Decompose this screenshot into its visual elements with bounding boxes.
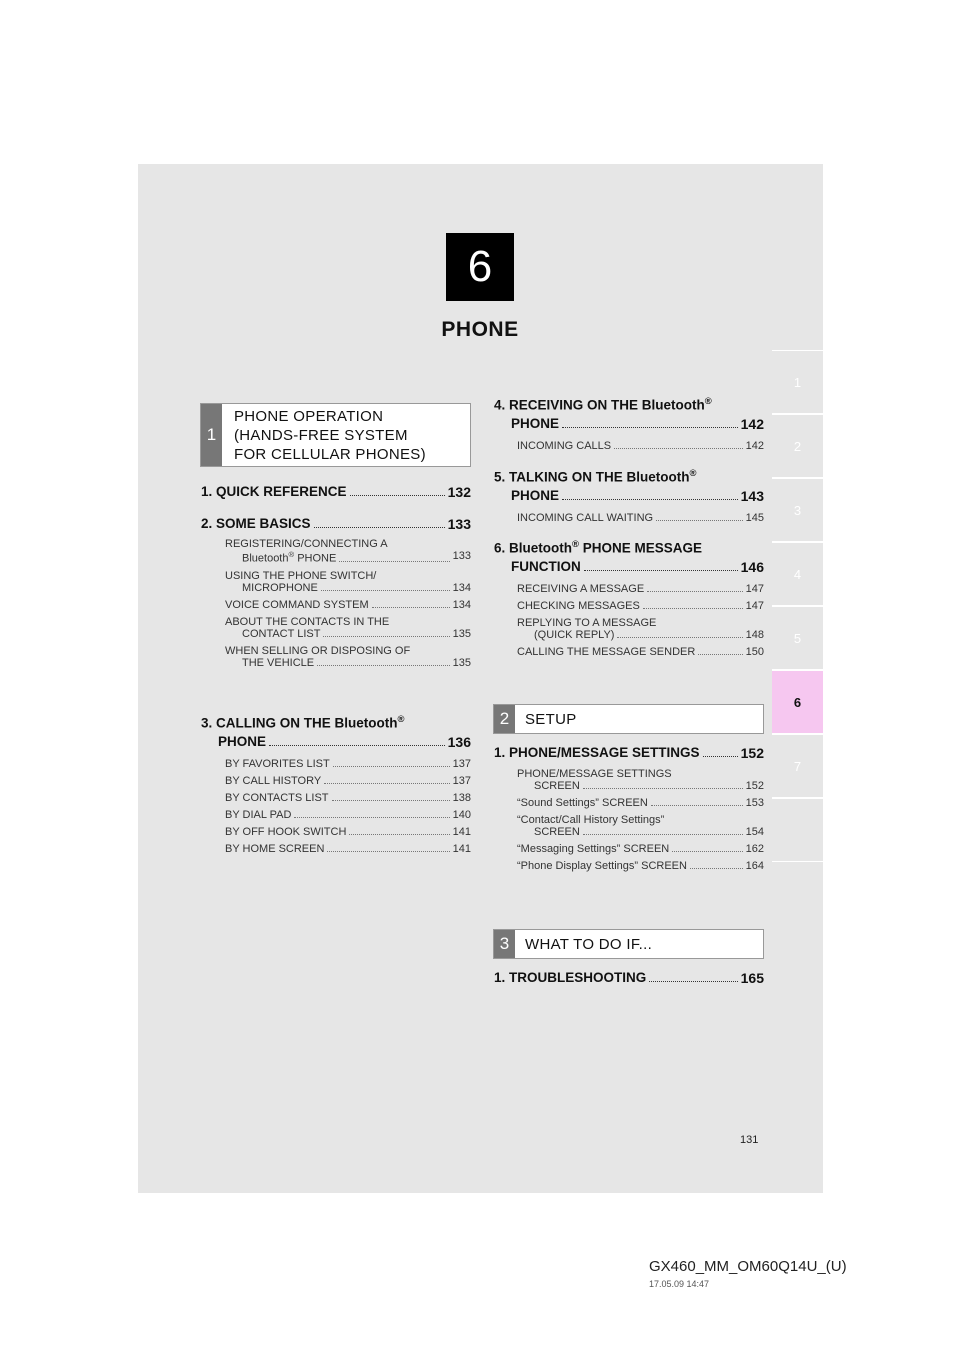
- section-title: WHAT TO DO IF...: [525, 935, 653, 953]
- registered-mark: ®: [689, 468, 697, 479]
- sub-label: VOICE COMMAND SYSTEM: [225, 598, 369, 611]
- leader-dots: [317, 657, 450, 666]
- sub-entry[interactable]: [225, 645, 471, 669]
- entry-label: PHONE: [218, 733, 267, 749]
- leader-dots: [339, 550, 449, 562]
- sub-label: PHONE/MESSAGE SETTINGS: [517, 768, 672, 780]
- sub-entry[interactable]: [517, 617, 764, 641]
- sub-entry[interactable]: [517, 860, 764, 872]
- section-header-1: [200, 403, 471, 467]
- section-title-line: FOR CELLULAR PHONES): [234, 445, 426, 463]
- sub-entry[interactable]: [225, 599, 471, 611]
- tab-7[interactable]: 7: [772, 734, 823, 798]
- toc-entry-troubleshooting[interactable]: [494, 970, 764, 986]
- sub-label: BY FAVORITES LIST: [225, 758, 330, 770]
- sub-label: BY DIAL PAD: [225, 809, 292, 821]
- sub-entry[interactable]: [225, 843, 471, 855]
- leader-dots: [649, 970, 737, 982]
- tab-6[interactable]: 6: [772, 670, 823, 734]
- sub-entry[interactable]: [225, 792, 471, 804]
- toc-entry-quick-reference[interactable]: [201, 484, 471, 500]
- sub-page: 134: [452, 598, 471, 611]
- tab-1[interactable]: 1: [772, 350, 823, 414]
- entry-label: 1. PHONE/MESSAGE SETTINGS: [494, 745, 700, 760]
- leader-dots: [698, 646, 742, 655]
- sub-label: “Contact/Call History Settings”: [517, 814, 665, 826]
- sub-page: 152: [745, 780, 764, 792]
- section-title: SETUP: [525, 710, 577, 728]
- chapter-tabs: [772, 350, 823, 862]
- page-number: 131: [740, 1134, 759, 1146]
- leader-dots: [269, 734, 445, 746]
- section-header-2: [493, 704, 764, 734]
- sub-label: “Phone Display Settings” SCREEN: [517, 860, 687, 872]
- leader-dots: [332, 792, 450, 801]
- sub-label: BY CALL HISTORY: [225, 775, 322, 787]
- leader-dots: [350, 484, 445, 496]
- leader-dots: [562, 488, 738, 500]
- sub-label: SCREEN: [534, 826, 580, 838]
- sub-page: 134: [452, 581, 471, 594]
- registered-mark: ®: [397, 714, 405, 725]
- sub-page: 138: [452, 792, 471, 804]
- sub-entry[interactable]: [225, 775, 471, 787]
- entry-label: 1. TROUBLESHOOTING: [494, 970, 647, 985]
- sub-entry[interactable]: [517, 440, 764, 452]
- tab-5[interactable]: 5: [772, 606, 823, 670]
- sub-label: “Sound Settings” SCREEN: [517, 797, 648, 809]
- leader-dots: [583, 826, 743, 835]
- sub-page: 164: [745, 860, 764, 872]
- sub-label: THE VEHICLE: [242, 656, 315, 669]
- leader-dots: [617, 629, 742, 638]
- sub-entry[interactable]: [517, 583, 764, 595]
- toc-entry-phone-message-settings[interactable]: [494, 745, 764, 761]
- document-code: GX460_MM_OM60Q14U_(U): [649, 1258, 847, 1275]
- leader-dots: [703, 745, 738, 757]
- sub-page: 147: [745, 600, 764, 612]
- sub-label: (QUICK REPLY): [534, 629, 615, 641]
- sub-page: 135: [452, 656, 471, 669]
- entry-page: 136: [447, 733, 471, 750]
- sub-label: SCREEN: [534, 780, 580, 792]
- leader-dots: [372, 599, 450, 608]
- sub-list-settings: [517, 768, 764, 877]
- section-title-line: (HANDS-FREE SYSTEM: [234, 426, 408, 444]
- registered-mark: ®: [572, 539, 579, 550]
- entry-page: 143: [740, 487, 764, 504]
- section-number: 3: [494, 930, 515, 958]
- toc-entry-receiving[interactable]: [494, 396, 764, 432]
- entry-page: 152: [740, 745, 764, 761]
- section-header-3: [493, 929, 764, 959]
- tab-2[interactable]: 2: [772, 414, 823, 478]
- chapter-number: 6: [467, 242, 493, 291]
- sub-label: REPLYING TO A MESSAGE: [517, 617, 657, 629]
- sub-label: BY CONTACTS LIST: [225, 792, 329, 804]
- entry-page: 146: [740, 558, 764, 575]
- leader-dots: [614, 440, 743, 449]
- sub-page: 153: [745, 797, 764, 809]
- sub-label: CALLING THE MESSAGE SENDER: [517, 646, 696, 658]
- section-number: 2: [494, 705, 515, 733]
- leader-dots: [327, 843, 449, 852]
- sub-page: 154: [745, 826, 764, 838]
- chapter-number-box: [446, 233, 514, 301]
- leader-dots: [690, 860, 743, 869]
- leader-dots: [651, 797, 743, 806]
- leader-dots: [323, 628, 449, 637]
- sub-entry[interactable]: [517, 646, 764, 658]
- sub-label: ABOUT THE CONTACTS IN THE: [225, 615, 390, 628]
- sub-label: INCOMING CALLS: [517, 440, 612, 452]
- sub-page: 145: [745, 512, 764, 524]
- sub-label: BY HOME SCREEN: [225, 843, 325, 855]
- entry-label: 5. TALKING ON THE Bluetooth: [494, 469, 690, 485]
- toc-entry-some-basics[interactable]: [201, 516, 471, 532]
- leader-dots: [321, 582, 450, 591]
- leader-dots: [324, 775, 449, 784]
- section-title-line: PHONE OPERATION: [234, 407, 384, 425]
- sub-entry[interactable]: [225, 538, 471, 565]
- sub-label: CONTACT LIST: [242, 627, 321, 640]
- entry-page: 142: [740, 415, 764, 432]
- sub-entry[interactable]: [517, 768, 764, 792]
- sub-entry[interactable]: [517, 797, 764, 809]
- toc-entry-message-function[interactable]: [494, 539, 764, 575]
- leader-dots: [333, 758, 450, 767]
- tab-3[interactable]: 3: [772, 478, 823, 542]
- sub-entry[interactable]: [225, 809, 471, 821]
- entry-label: 1. QUICK REFERENCE: [201, 484, 347, 499]
- leader-dots: [349, 826, 449, 835]
- section-number: 1: [201, 404, 222, 466]
- entry-label: PHONE MESSAGE: [578, 540, 702, 556]
- leader-dots: [672, 843, 742, 852]
- entry-label: PHONE: [511, 487, 560, 503]
- entry-page: 133: [447, 516, 471, 532]
- sub-list-receiving: [517, 440, 764, 457]
- leader-dots: [656, 512, 743, 521]
- registered-mark: ®: [704, 396, 712, 407]
- tab-8[interactable]: [772, 798, 823, 862]
- leader-dots: [584, 559, 738, 571]
- sub-page: 148: [745, 629, 764, 641]
- sub-label: CHECKING MESSAGES: [517, 600, 640, 612]
- entry-label: 2. SOME BASICS: [201, 516, 311, 531]
- entry-label: 3. CALLING ON THE Bluetooth: [201, 715, 398, 731]
- sub-page: 142: [745, 440, 764, 452]
- sub-list-message-function: [517, 583, 764, 663]
- sub-label: MICROPHONE: [242, 581, 318, 594]
- chapter-title: PHONE: [441, 318, 519, 341]
- sub-label: WHEN SELLING OR DISPOSING OF: [225, 644, 411, 657]
- sub-label: REGISTERING/CONNECTING A: [225, 538, 388, 550]
- entry-label: 6. Bluetooth: [494, 540, 572, 556]
- sub-page: 147: [745, 583, 764, 595]
- sub-page: 141: [452, 826, 471, 838]
- leader-dots: [643, 600, 743, 609]
- sub-page: 133: [452, 550, 471, 562]
- sub-entry[interactable]: [517, 600, 764, 612]
- tab-4[interactable]: 4: [772, 542, 823, 606]
- sub-entry[interactable]: [225, 758, 471, 770]
- toc-entry-talking[interactable]: [494, 468, 764, 504]
- sub-entry[interactable]: [225, 570, 471, 594]
- sub-entry[interactable]: [225, 826, 471, 838]
- sub-page: 141: [452, 843, 471, 855]
- leader-dots: [562, 416, 738, 428]
- sub-label: USING THE PHONE SWITCH/: [225, 569, 377, 582]
- leader-dots: [647, 583, 742, 592]
- sub-page: 137: [452, 775, 471, 787]
- sub-list-calling: [225, 758, 471, 860]
- toc-entry-calling[interactable]: [201, 714, 471, 750]
- sub-list-talking: [517, 512, 764, 529]
- leader-dots: [314, 516, 445, 528]
- sub-label: BY OFF HOOK SWITCH: [225, 826, 347, 838]
- entry-label: 4. RECEIVING ON THE Bluetooth: [494, 397, 705, 413]
- leader-dots: [294, 809, 449, 818]
- entry-label: FUNCTION: [511, 558, 581, 574]
- timestamp: 17.05.09 14:47: [649, 1279, 710, 1289]
- section-title: [222, 404, 436, 466]
- sub-label: INCOMING CALL WAITING: [517, 512, 654, 524]
- sub-entry[interactable]: [517, 814, 764, 838]
- sub-page: 135: [452, 627, 471, 640]
- entry-page: 132: [447, 484, 471, 500]
- sub-entry[interactable]: [517, 843, 764, 855]
- entry-label: PHONE: [511, 415, 560, 431]
- sub-label: “Messaging Settings” SCREEN: [517, 843, 670, 855]
- entry-page: 165: [740, 970, 764, 986]
- leader-dots: [583, 780, 743, 789]
- sub-list-some-basics: [225, 538, 471, 674]
- sub-entry[interactable]: [517, 512, 764, 524]
- sub-page: 137: [452, 758, 471, 770]
- sub-label: RECEIVING A MESSAGE: [517, 583, 645, 595]
- sub-label: Bluetooth® PHONE: [242, 550, 337, 565]
- sub-page: 162: [745, 843, 764, 855]
- sub-page: 150: [745, 646, 764, 658]
- sub-entry[interactable]: [225, 616, 471, 640]
- sub-page: 140: [452, 809, 471, 821]
